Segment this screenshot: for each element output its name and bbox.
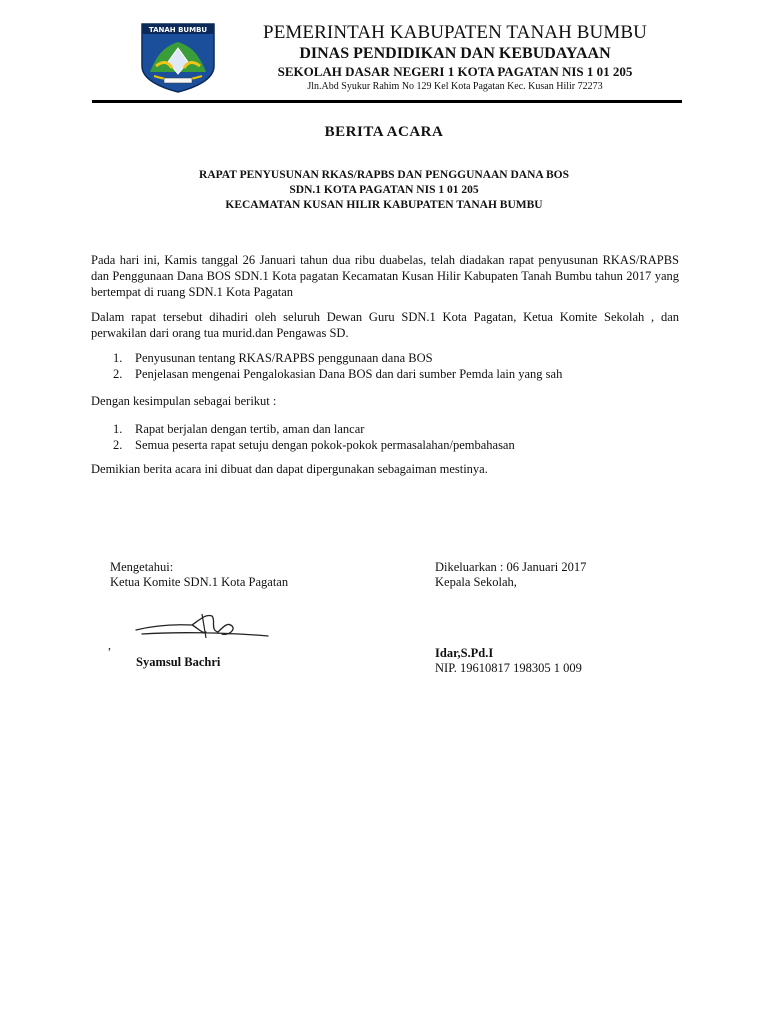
list-text: Penyusunan tentang RKAS/RAPBS penggunaan dana BOS [135,351,433,365]
signature-committee-role: Ketua Komite SDN.1 Kota Pagatan [110,575,289,589]
document-title: BERITA ACARA [324,124,444,140]
regency-logo-emblem [138,22,218,94]
subtitle-line: SDN.1 KOTA PAGATAN NIS 1 01 205 [289,184,479,196]
signature-issued-date: Dikeluarkan : 06 Januari 2017 [435,560,587,574]
list-item [113,350,683,366]
letterhead-school: SEKOLAH DASAR NEGERI 1 KOTA PAGATAN NIS 1 01 205 [277,64,633,79]
subtitle-line: RAPAT PENYUSUNAN RKAS/RAPBS DAN PENGGUNAAN DANA BOS [199,169,569,181]
subtitle-line: KECAMATAN KUSAN HILIR KABUPATEN TANAH BUMBU [225,199,543,211]
signature-block-principal [435,560,586,590]
signature-principal-role: Kepala Sekolah, [435,575,517,589]
list-item [113,366,683,382]
handwritten-signature [132,608,272,644]
list-number: 2. [113,438,123,452]
paragraph-conclusion-intro: Dengan kesimpulan sebagai berikut : [91,394,277,408]
signature-committee-name: Syamsul Bachri [136,655,221,669]
paragraph-opening: Pada hari ini, Kamis tanggal 26 Januari tahun dua ribu duabelas, telah diadakan rapat penyusunan RKAS/RAPBS dan Penggunaan Dana BOS SDN.1 Kota pagatan Kecamatan Kusan Hilir Kabupaten Tanah Bumbu tahun 2017 yang bertempat di ruang SDN.1 Kota Pagatan [91,253,679,299]
letterhead-address: Jln.Abd Syukur Rahim No 129 Kel Kota Pagatan Kec. Kusan Hilir 72273 [307,81,603,92]
conclusion-list [113,421,683,453]
signature-comma: , [108,638,111,652]
list-item [113,421,683,437]
list-number: 1. [113,351,123,365]
agenda-list [113,350,683,382]
list-text: Rapat berjalan dengan tertib, aman dan lancar [135,422,365,436]
list-number: 1. [113,422,123,436]
signature-block-committee [110,560,288,590]
list-item [113,437,683,453]
letterhead-government: PEMERINTAH KABUPATEN TANAH BUMBU [263,22,647,43]
list-text: Semua peserta rapat setuju dengan pokok-pokok permasalahan/pembahasan [135,438,515,452]
signature-principal-name: Idar,S.Pd.I [435,646,494,660]
list-number: 2. [113,367,123,381]
svg-text:TANAH BUMBU: TANAH BUMBU [148,26,208,34]
paragraph-closing: Demikian berita acara ini dibuat dan dapat dipergunakan sebagaiman mestinya. [91,462,488,476]
paragraph-attendees: Dalam rapat tersebut dihadiri oleh seluruh Dewan Guru SDN.1 Kota Pagatan, Ketua Komite Sekolah , dan perwakilan dari orang tua murid.dan Pengawas SD. [91,310,679,340]
letterhead [230,22,680,94]
signature-principal-nip: NIP. 19610817 198305 1 009 [435,661,582,675]
document-subtitle [0,168,768,213]
list-text: Penjelasan mengenai Pengalokasian Dana BOS dan dari sumber Pemda lain yang sah [135,367,563,381]
letterhead-department: DINAS PENDIDIKAN DAN KEBUDAYAAN [299,45,611,62]
letterhead-divider [92,100,682,103]
signature-acknowledge-label: Mengetahui: [110,560,174,574]
